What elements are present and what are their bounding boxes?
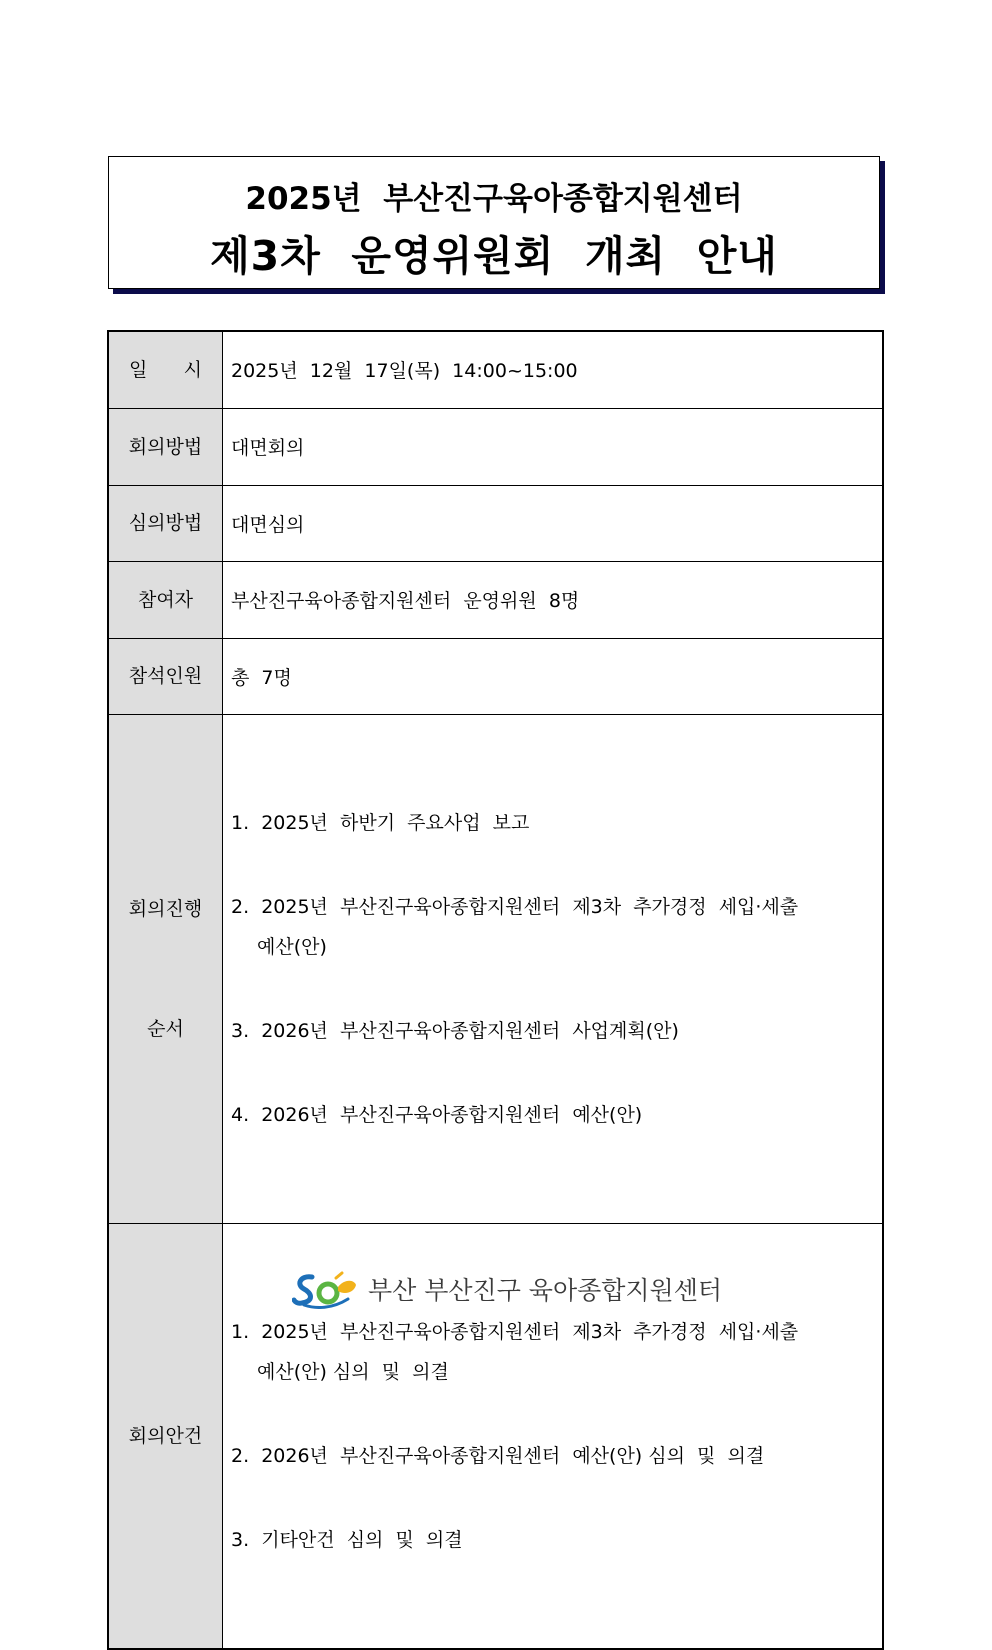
row-meeting-method: [108, 408, 883, 485]
value-attendees: 총 7명: [223, 638, 884, 714]
label-agenda-items: 회의안건: [108, 1223, 223, 1649]
row-agenda-order: [108, 714, 883, 1223]
label-meeting-method: 회의방법: [108, 408, 223, 485]
footer: [292, 1268, 722, 1310]
title-box: [108, 156, 880, 289]
agenda-order-list: [231, 759, 882, 1179]
list-item: 1. 2025년 부산진구육아종합지원센터 제3차 추가경정 세입·세출 예산(안) 심의 및 의결: [231, 1320, 799, 1383]
title-main-line: 제3차 운영위원회 개최 안내: [210, 232, 778, 280]
agenda-items-list: [231, 1268, 882, 1604]
row-datetime: [108, 331, 883, 408]
label-attendees: 참석인원: [108, 638, 223, 714]
list-item: 1. 2025년 하반기 주요사업 보고: [231, 811, 530, 834]
busan-sea-logo-icon: [292, 1269, 360, 1309]
list-item: 3. 2026년 부산진구육아종합지원센터 사업계획(안): [231, 1019, 679, 1042]
title-year-line: 2025년 부산진구육아종합지원센터: [245, 181, 743, 217]
list-item: 4. 2026년 부산진구육아종합지원센터 예산(안): [231, 1103, 643, 1126]
value-meeting-method: 대면회의: [223, 408, 884, 485]
list-item: 3. 기타안건 심의 및 의결: [231, 1528, 463, 1551]
agenda-order-list-cell: [223, 714, 884, 1223]
list-item: 2. 2025년 부산진구육아종합지원센터 제3차 추가경정 세입·세출 예산(안): [231, 895, 799, 958]
value-participants: 부산진구육아종합지원센터 운영위원 8명: [223, 561, 884, 638]
row-participants: [108, 561, 883, 638]
row-attendees: [108, 638, 883, 714]
label-participants: 참여자: [108, 561, 223, 638]
label-agenda-order: [108, 714, 223, 1223]
label-datetime: 일 시: [108, 331, 223, 408]
list-item: 2. 2026년 부산진구육아종합지원센터 예산(안) 심의 및 의결: [231, 1444, 765, 1467]
label-review-method: 심의방법: [108, 485, 223, 561]
meeting-info-table: [107, 330, 884, 1650]
value-review-method: 대면심의: [223, 485, 884, 561]
row-review-method: [108, 485, 883, 561]
label-agenda-order-line2: 순서: [147, 1017, 184, 1040]
footer-organization-name: 부산 부산진구 육아종합지원센터: [368, 1276, 722, 1305]
label-agenda-order-line1: 회의진행: [128, 897, 203, 920]
value-datetime: 2025년 12월 17일(목) 14:00~15:00: [223, 331, 884, 408]
